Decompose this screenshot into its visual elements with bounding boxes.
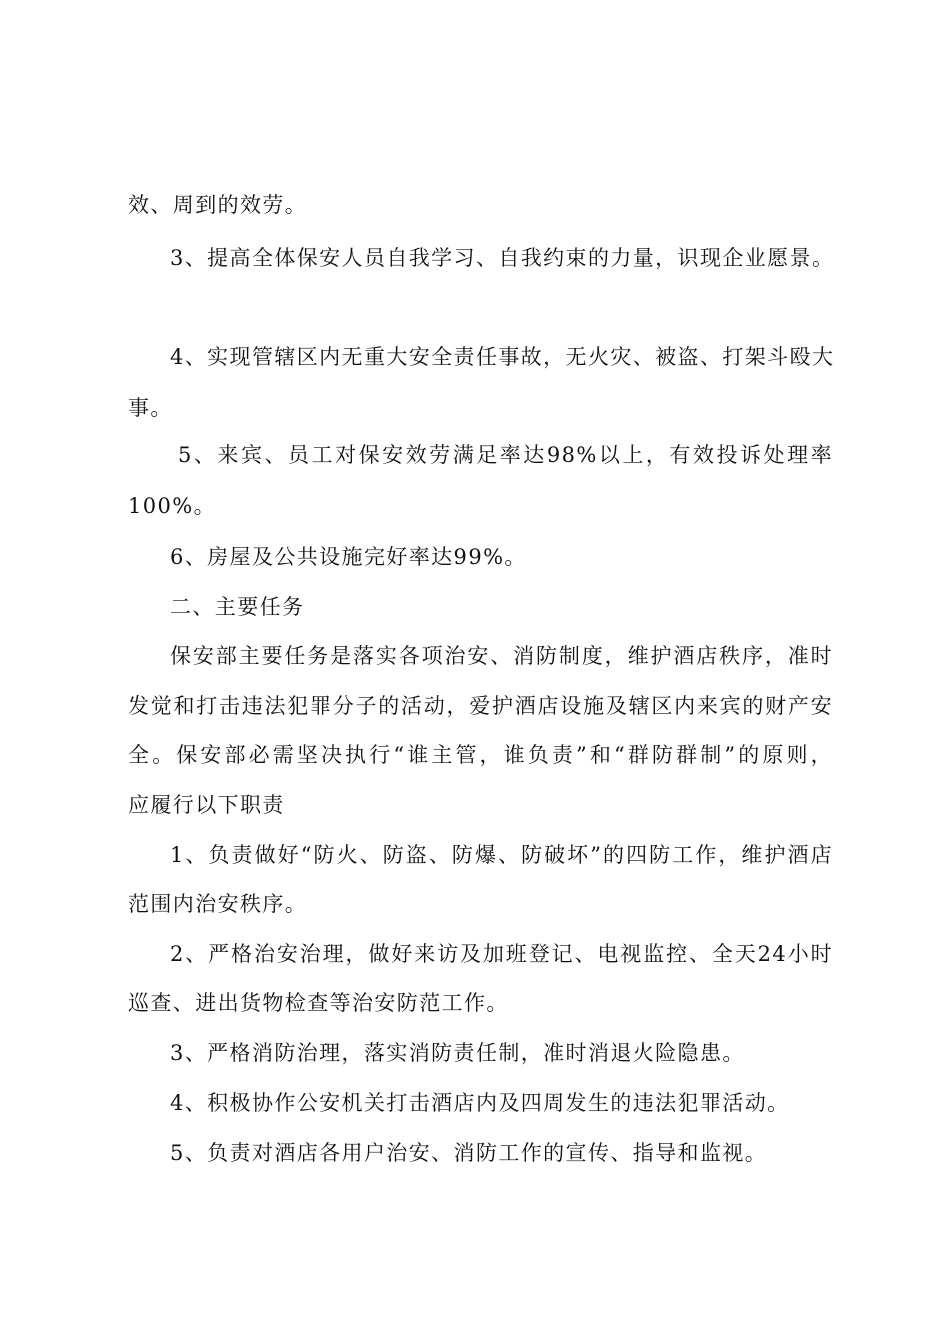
text-line: 事。	[128, 396, 173, 420]
text-line: 范围内治安秩序。	[128, 892, 308, 916]
text-line: 保安部主要任务是落实各项治安、消防制度，维护酒店秩序，准时	[170, 644, 833, 668]
text-line: 3、严格消防治理，落实消防责任制，准时消退火险隐患。	[170, 1041, 745, 1065]
text-line: 4、积极协作公安机关打击酒店内及四周发生的违法犯罪活动。	[170, 1091, 790, 1115]
text-line: 5、负责对酒店各用户治安、消防工作的宣传、指导和监视。	[170, 1141, 768, 1165]
text-line: 3、提高全体保安人员自我学习、自我约束的力量，识现企业愿景。	[170, 246, 835, 270]
text-line: 6、房屋及公共设施完好率达99%。	[170, 545, 527, 569]
section-heading: 二、主要任务	[170, 595, 305, 619]
text-line: 发觉和打击违法犯罪分子的活动，爱护酒店设施及辖区内来宾的财产安	[128, 694, 833, 718]
text-line: 全。保安部必需坚决执行“谁主管，谁负责”和“群防群制”的原则，	[128, 743, 833, 767]
text-line: 应履行以下职责	[128, 793, 285, 817]
text-line: 巡查、进出货物检查等治安防范工作。	[128, 991, 509, 1015]
text-line: 2、严格治安治理，做好来访及加班登记、电视监控、全天24小时	[170, 942, 833, 966]
text-line: 100%。	[128, 494, 217, 518]
text-line: 5、来宾、员工对保安效劳满足率达98%以上，有效投诉处理率	[178, 443, 833, 467]
text-line: 效、周到的效劳。	[128, 193, 308, 217]
text-line: 4、实现管辖区内无重大安全责任事故，无火灾、被盗、打架斗殴大	[170, 345, 835, 369]
text-line: 1、负责做好“防火、防盗、防爆、防破坏”的四防工作，维护酒店	[170, 843, 833, 867]
